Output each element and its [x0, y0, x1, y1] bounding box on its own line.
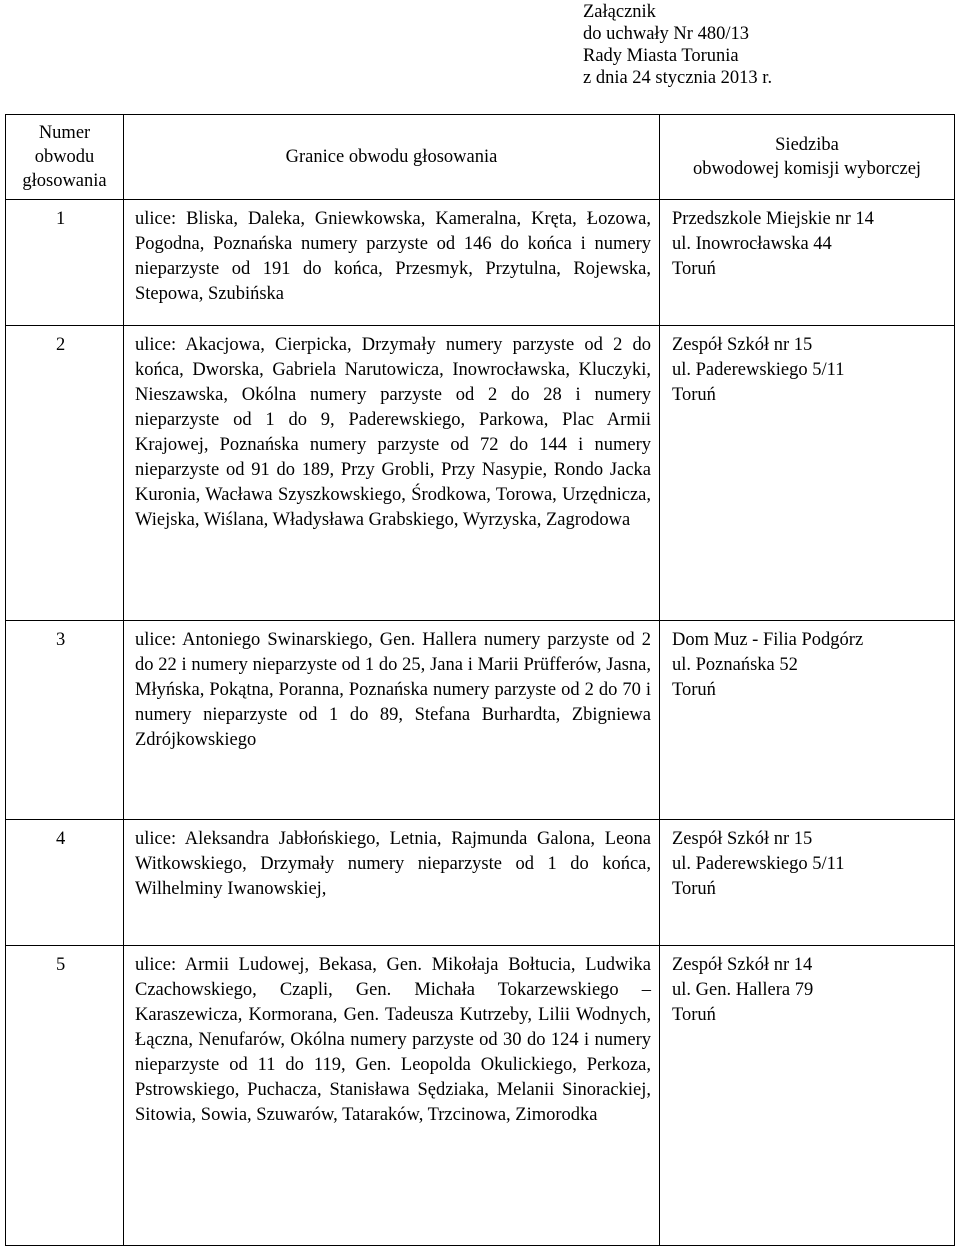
- seat-line: Toruń: [672, 385, 716, 405]
- header-number-line: obwodu: [34, 147, 95, 167]
- header-seat-line: obwodowej komisji wyborczej: [692, 159, 922, 179]
- annex-header: [583, 1, 772, 89]
- seat-line: ul. Paderewskiego 5/11: [672, 854, 845, 874]
- district-seat: [660, 200, 955, 326]
- district-bounds: [124, 326, 660, 621]
- district-number: 1: [6, 200, 124, 326]
- header-number-line: Numer: [38, 123, 91, 143]
- seat-line: Toruń: [672, 879, 716, 899]
- district-seat: [660, 621, 955, 820]
- table-row: [6, 820, 955, 946]
- table-row: [6, 621, 955, 820]
- district-number: 5: [6, 946, 124, 1246]
- seat-line: Toruń: [672, 1005, 716, 1025]
- district-bounds-text: ulice: Bliska, Daleka, Gniewkowska, Kameralna, Kręta, Łozowa, Pogodna, Poznańska numery parzyste od 146 do końca i numery nieparzyste od 191 do końca, Przesmyk, Przytulna, Rojewska, Stepowa, Szubińska: [135, 209, 651, 304]
- seat-line: Przedszkole Miejskie nr 14: [672, 209, 874, 229]
- header-seat: [660, 115, 955, 200]
- district-bounds: [124, 621, 660, 820]
- district-bounds-text: ulice: Antoniego Swinarskiego, Gen. Hallera numery parzyste od 2 do 22 i numery nieparzyste od 1 do 25, Jana i Marii Prüfferów, Jasna, Młyńska, Pokątna, Poranna, Poznańska numery parzyste od 2 do 70 i numery nieparzyste od 1 do 89, Stefana Burhardta, Zbigniewa Zdrójkowskiego: [135, 630, 651, 750]
- seat-line: Dom Muz - Filia Podgórz: [672, 630, 864, 650]
- district-number: 4: [6, 820, 124, 946]
- district-seat: [660, 946, 955, 1246]
- seat-line: Zespół Szkół nr 14: [672, 955, 813, 975]
- district-bounds-text: ulice: Akacjowa, Cierpicka, Drzymały numery parzyste od 2 do końca, Dworska, Gabriela Narutowicza, Inowrocławska, Kluczyki, Nieszawska, Okólna numery parzyste od 2 do 28 i numery nieparzyste od 1 do 9, Paderewskiego, Parkowa, Plac Armii Krajowej, Poznańska numery parzyste od 72 do 144 i numery nieparzyste od 91 do 189, Przy Grobli, Przy Nasypie, Rondo Jacka Kuronia, Wacława Szyszkowskiego, Środkowa, Torowa, Urzędnicza, Wiejska, Wiślana, Władysława Grabskiego, Wyrzyska, Zagrodowa: [135, 335, 651, 530]
- seat-line: ul. Paderewskiego 5/11: [672, 360, 845, 380]
- seat-line: ul. Gen. Hallera 79: [672, 980, 814, 1000]
- header-number: [6, 115, 124, 200]
- header-bounds: [124, 115, 660, 200]
- districts-table: [5, 114, 955, 1246]
- district-bounds: [124, 946, 660, 1246]
- district-number: 2: [6, 326, 124, 621]
- seat-line: ul. Inowrocławska 44: [672, 234, 832, 254]
- table-row: [6, 326, 955, 621]
- seat-line: Zespół Szkół nr 15: [672, 829, 813, 849]
- district-number: 3: [6, 621, 124, 820]
- header-seat-line: Siedziba: [775, 135, 839, 155]
- seat-line: Zespół Szkół nr 15: [672, 335, 813, 355]
- annex-line: do uchwały Nr 480/13: [583, 24, 749, 44]
- table-header-row: [6, 115, 955, 200]
- district-bounds: [124, 820, 660, 946]
- annex-line: Rady Miasta Torunia: [583, 46, 739, 66]
- district-bounds-text: ulice: Armii Ludowej, Bekasa, Gen. Mikołaja Bołtucia, Ludwika Czachowskiego, Czapli, Gen. Michała Tokarzewskiego – Karaszewicza, Kormorana, Gen. Tadeusza Kutrzeby, Lilii Wodnych, Łączna, Nenufarów, Okólna numery parzyste od 30 do 124 i numery nieparzyste od 11 do 119, Gen. Leopolda Okulickiego, Perkoza, Pstrowskiego, Puchacza, Stanisława Sędziaka, Melanii Sinorackiej, Sitowia, Sowia, Szuwarów, Tataraków, Trzcinowa, Zimorodka: [135, 955, 651, 1125]
- seat-line: Toruń: [672, 259, 716, 279]
- district-seat: [660, 326, 955, 621]
- seat-line: Toruń: [672, 680, 716, 700]
- district-seat: [660, 820, 955, 946]
- header-bounds-label: Granice obwodu głosowania: [285, 147, 498, 167]
- table-row: [6, 946, 955, 1246]
- table-row: [6, 200, 955, 326]
- district-bounds: [124, 200, 660, 326]
- district-bounds-text: ulice: Aleksandra Jabłońskiego, Letnia, Rajmunda Galona, Leona Witkowskiego, Drzymały numery nieparzyste od 1 do końca, Wilhelminy Iwanowskiej,: [135, 829, 651, 899]
- annex-line: z dnia 24 stycznia 2013 r.: [583, 68, 773, 88]
- seat-line: ul. Poznańska 52: [672, 655, 798, 675]
- annex-line: Załącznik: [583, 2, 656, 22]
- header-number-line: głosowania: [22, 171, 107, 191]
